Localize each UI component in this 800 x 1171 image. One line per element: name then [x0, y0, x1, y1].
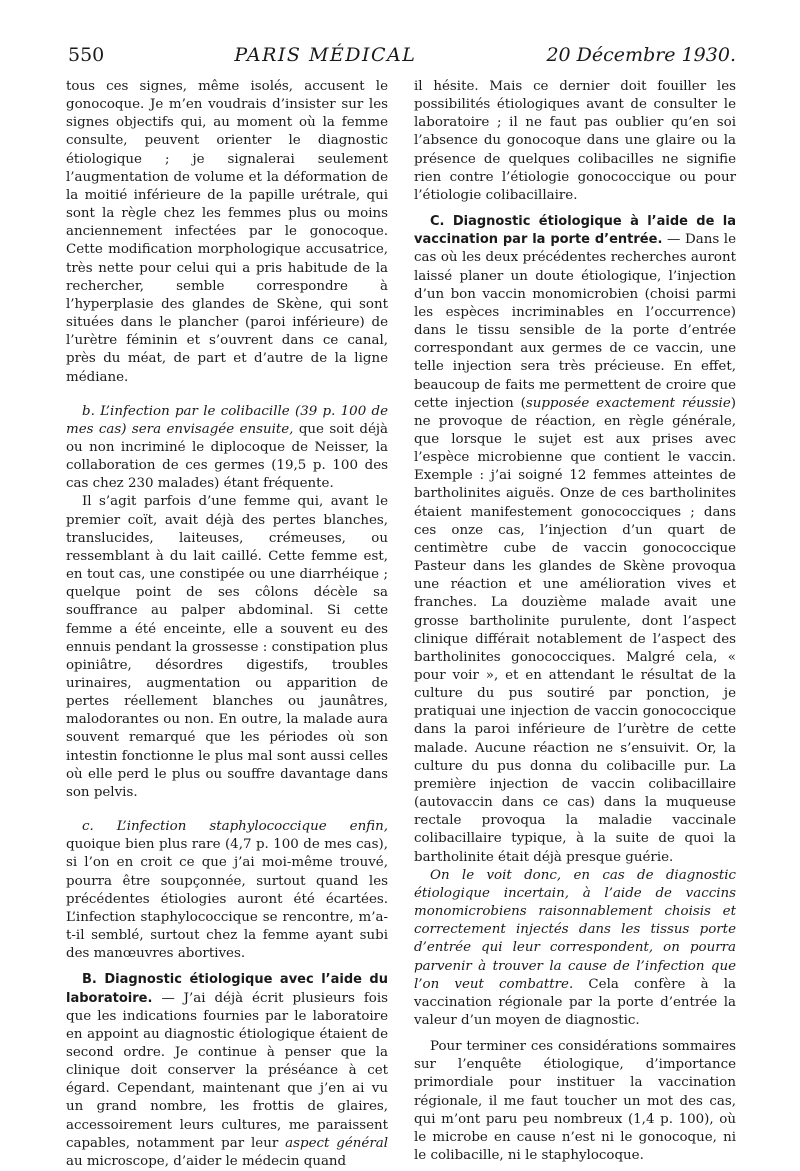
left-column: [66, 78, 388, 1171]
section-c-paragraph: [414, 213, 736, 867]
paragraph: Il s’agit parfois d’une femme qui, avant le premier coït, avait déjà des pertes blanches, translucides, laiteuses, crémeuses, ou ressemblant à du lait caillé. Cette femme est, en tout cas, une constipée ou une diarrhéique ; quelque point de ses côlons décèle sa souffrance au palper abdominal. Si cette femme a été enceinte, elle a souvent eu des ennuis pendant la grossesse : constipation plus opiniâtre, désordres digestifs, troubles urinaires, augmentation ou apparition de pertes réellement blanches ou jaunâtres, malodorantes ou non. En outre, la malade aura souvent remarqué que les périodes où son intestin fonctionne le plus mal sont aussi celles où elle perd le plus ou souffre davantage dans son pelvis.: [66, 494, 388, 800]
paragraph-text: — J’ai déjà écrit plusieurs fois que les indications fournies par le laboratoire en appoint au diagnostic étiologique étaient de second ordre. Je continue à penser que la clinique doit conserver la préséance à cet égard. Cependant, maintenant que j’en ai vu un grand nombre, les frottis de glaires, accessoirement leurs cultures, me paraissent capables, notamment par leur: [66, 990, 388, 1151]
paragraph-text: quoique bien plus rare (4,7 p. 100 de mes cas), si l’on en croit ce que j’ai moi-même trouvé, pourra être soupçonnée, surtout quand les précédentes étiologies auront été écartées. L’infection staphylococcique se rencontre, m’a-t-il semblé, surtout chez la femme ayant subi des manœuvres abortives.: [66, 837, 388, 962]
paragraph-text: que soit déjà ou non incriminé le diplocoque de Neisser, la collaboration de ces germes (19,5 p. 100 des cas chez 230 malades) étant fréquente.: [66, 421, 388, 492]
running-header: [68, 44, 736, 70]
journal-title: PARIS MÉDICAL: [234, 44, 417, 66]
emphasis: aspect général: [285, 1135, 388, 1151]
emphasis-conclusion: On le voit donc, en cas de diagnostic étiologique incertain, à l’aide de vaccins monomicrobiens raisonnablement choisis et correctement injectés dans les tissus porte d’entrée qui leur correspondent, on pourra parvenir à trouver la cause de l’infection que l’on veut combattre.: [414, 867, 736, 992]
paragraph-text: — Dans le cas où les deux précédentes recherches auront laissé planer un doute étiologique, l’injection d’un bon vaccin monomicrobien (choisi parmi les espèces incriminables en l’occurrence) dans le tissu sensible de la porte d’entrée correspondant aux germes de ce vaccin, une telle injection sera très précieuse. En effet, beaucoup de faits me permettent de croire que cette injection (: [414, 232, 736, 411]
section-heading-b: B. Diagnostic étiologique avec l’aide du laboratoire.: [66, 972, 388, 1006]
paragraph-colibacille: [66, 403, 388, 494]
subsection-title-b: b. L’infection par le colibacille (39 p. 100 de mes cas) sera envisagée ensuite,: [66, 403, 388, 437]
paragraph-staphylococcique: [66, 818, 388, 963]
paragraph: tous ces signes, même isolés, accusent le gonocoque. Je m’en voudrais d’insister sur les signes objectifs qui, au moment où la femme consulte, peuvent orienter le diagnostic étiologique ; je signalerai seulement l’augmentation de volume et la déformation de la moitié inférieure de la papille urétrale, qui sont la règle chez les femmes plus ou moins anciennement infectées par le gonocoque. Cette modification morphologique accusatrice, très nette pour celui qui a pris habitude de la rechercher, semble correspondre à l’hyperplasie des glandes de Skène, qui sont situées dans le plancher (paroi inférieure) de l’urètre féminin et s’ouvrent dans ce canal, près du méat, de part et d’autre de la ligne médiane.: [66, 79, 388, 385]
conclusion-paragraph: [414, 867, 736, 1030]
right-column: [414, 78, 736, 1165]
paragraph: Pour terminer ces considérations sommaires sur l’enquête étiologique, d’importance primordiale pour instituer la vaccination régionale, il me faut toucher un mot des cas, qui m’ont paru peu nombreux (1,4 p. 100), où le microbe en cause n’est ni le gonocoque, ni le colibacille, ni le staphylocoque.: [414, 1039, 736, 1164]
page-number: 550: [68, 44, 105, 66]
section-heading-c: C. Diagnostic étiologique à l’aide de la vaccination par la porte d’entrée.: [414, 214, 736, 248]
paragraph-text: ) ne provoque de réaction, en règle générale, que lorsque le sujet est aux prises avec l’espèce microbienne que contient le vaccin. Exemple : j’ai soigné 12 femmes atteintes de bartholinites aiguës. Onze de ces bartholinites étaient manifestement gonococciques ; dans ces onze cas, l’injection d’un quart de centimètre cube de vaccin gonococcique Pasteur dans les glandes de Skène provoqua une réaction et une amélioration vives et franches. La douzième malade avait une grosse bartholinite purulente, dont l’aspect clinique différait notablement de l’aspect des bartholinites gonococciques. Malgré cela, « pour voir », et en attendant le résultat de la culture du pus soutiré par ponction, je pratiquai une injection de vaccin gonococcique dans la paroi inférieure de l’urètre de cette malade. Aucune réaction ne s’ensuivit. Or, la culture du pus donna du colibacille pur. La première injection de vaccin colibacillaire (autovaccin dans ce cas) dans la muqueuse rectale provoqua la maladie vaccinale colibacillaire typique, à la suite de quoi la bartholinite était déjà presque guérie.: [414, 395, 736, 865]
section-b-paragraph: [66, 971, 388, 1171]
issue-date: 20 Décembre 1930.: [546, 44, 736, 66]
subsection-title-c: c. L’infection staphylococcique enfin,: [82, 819, 388, 835]
paragraph: il hésite. Mais ce dernier doit fouiller les possibilités étiologiques avant de consulter le laboratoire ; il ne faut pas oublier qu’en soi l’absence du gonocoque dans une glaire ou la présence de quelques colibacilles ne signifie rien contre l’étiologie gonococcique ou pour l’étiologie colibacillaire.: [414, 79, 736, 203]
emphasis: supposée exactement réussie: [525, 395, 731, 411]
paragraph-text: Cela confère à la vaccination régionale par la porte d’entrée la valeur d’un moyen de diagnostic.: [414, 976, 736, 1028]
paragraph-text: au microscope, d’aider le médecin quand: [66, 1153, 347, 1169]
